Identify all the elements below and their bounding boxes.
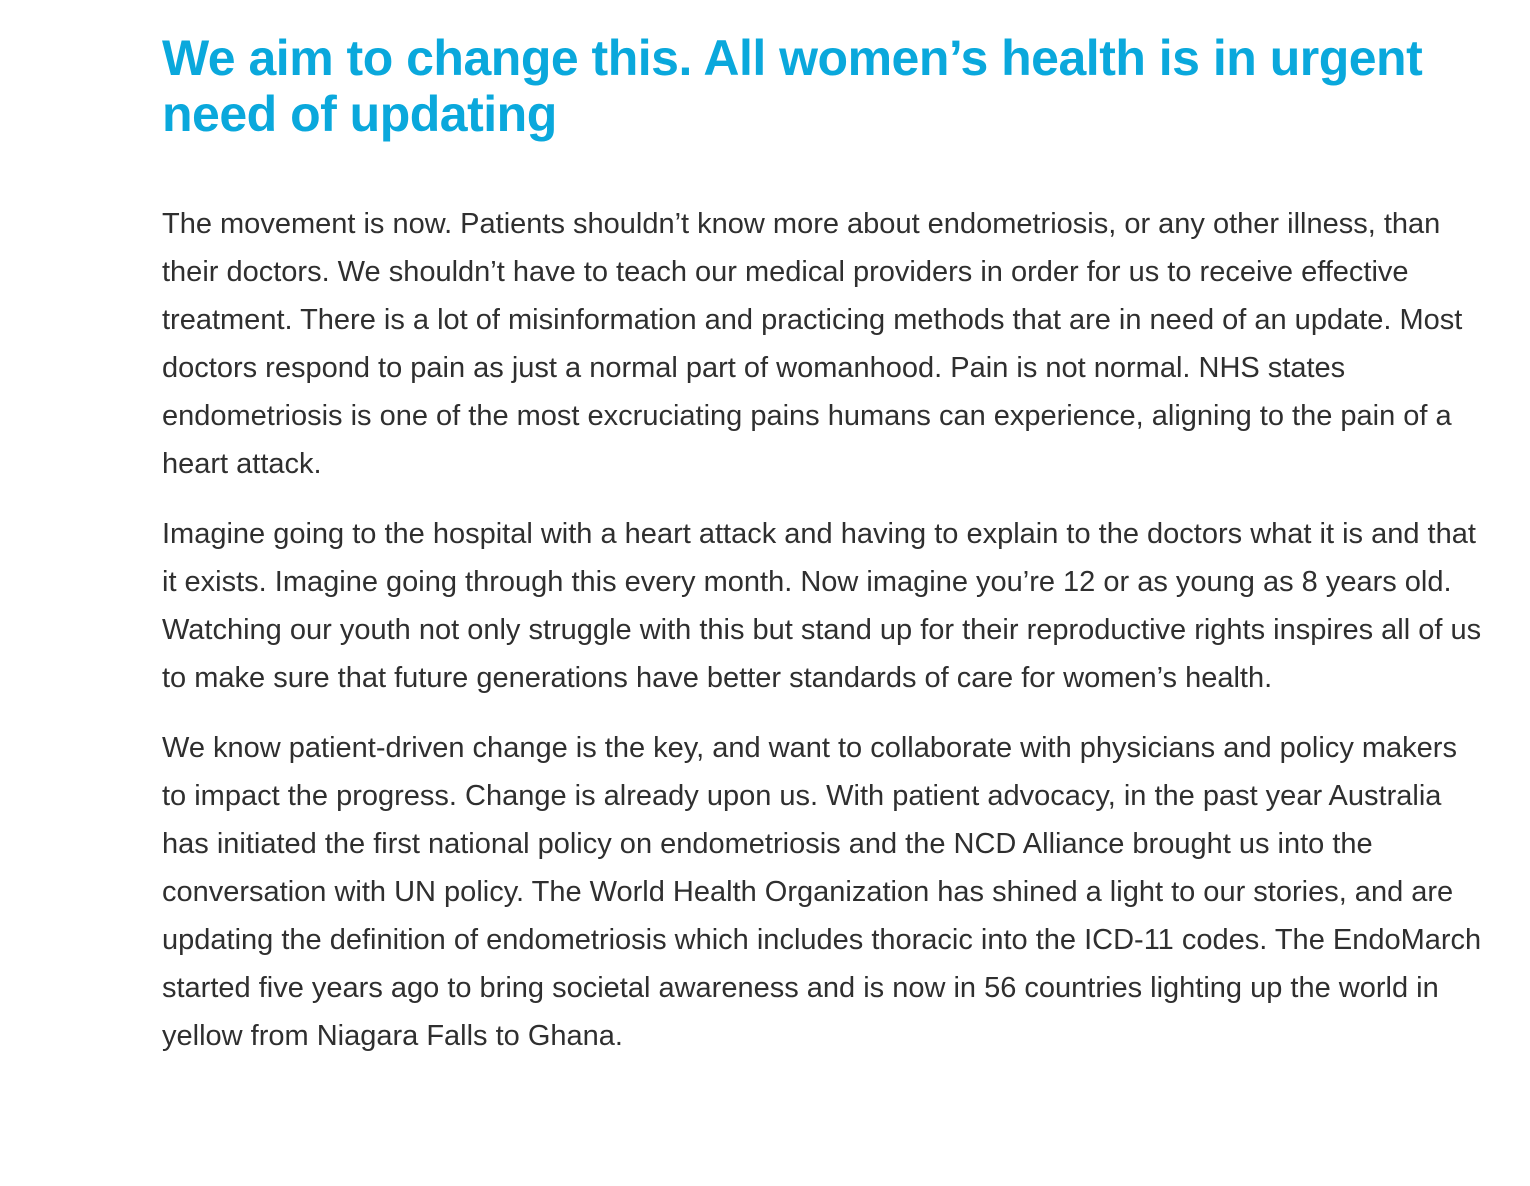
article-heading: We aim to change this. All women’s health is in urgent need of updating [162, 30, 1423, 142]
article-body [162, 200, 1482, 1060]
paragraph-patient-driven-change: We know patient-driven change is the key, and want to collaborate with physicians and policy makers to impact the progress. Change is already upon us. With patient advocacy, in the past year Australia has initiated the first national policy on endometriosis and the NCD Alliance brought us into the conversation with UN policy. The World Health Organization has shined a light to our stories, and are updating the definition of endometriosis which includes thoracic into the ICD-11 codes. The EndoMarch started five years ago to bring societal awareness and is now in 56 countries lighting up the world in yellow from Niagara Falls to Ghana. [162, 732, 1482, 1052]
article [162, 30, 1482, 1082]
paragraph-imagine: Imagine going to the hospital with a heart attack and having to explain to the doctors what it is and that it exists. Imagine going through this every month. Now imagine you’re 12 or as young as 8 years old. Watching our youth not only struggle with this but stand up for their reproductive rights inspires all of us to make sure that future generations have better standards of care for women’s health. [162, 518, 1482, 694]
paragraph-movement: The movement is now. Patients shouldn’t know more about endometriosis, or any other illness, than their doctors. We shouldn’t have to teach our medical providers in order for us to receive effective treatment. There is a lot of misinformation and practicing methods that are in need of an update. Most doctors respond to pain as just a normal part of womanhood. Pain is not normal. NHS states endometriosis is one of the most excruciating pains humans can experience, aligning to the pain of a heart attack. [162, 208, 1463, 480]
